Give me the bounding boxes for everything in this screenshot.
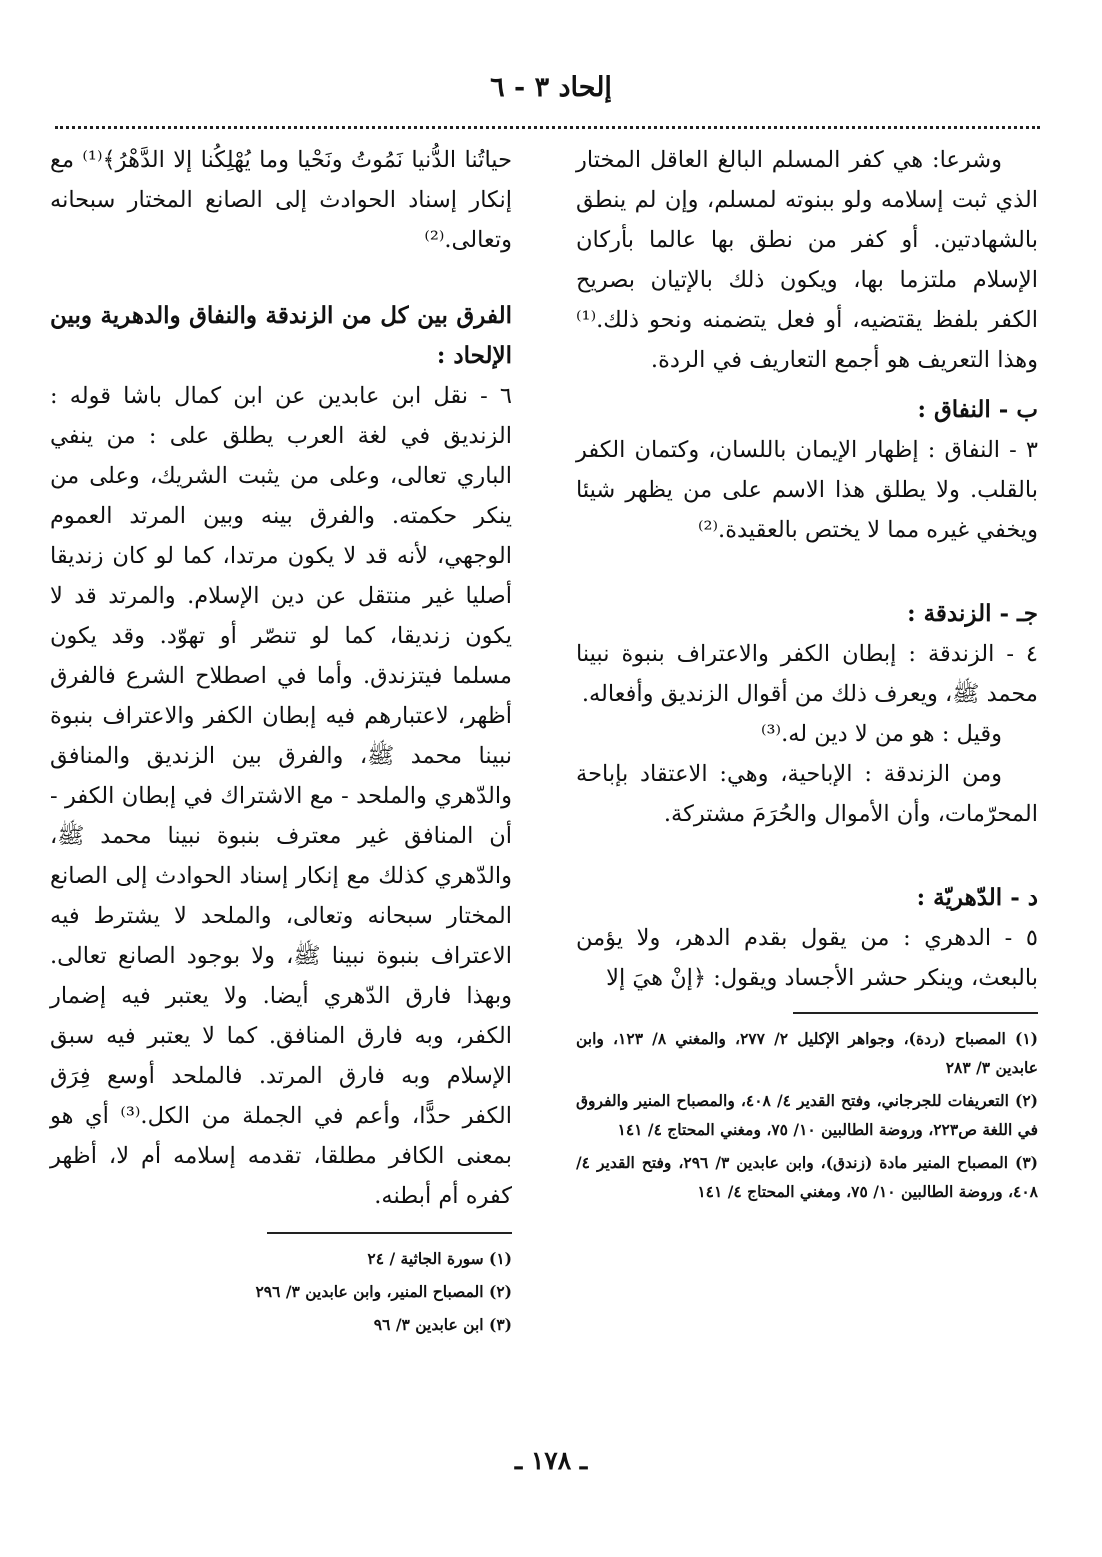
- footnote-3: (٣) المصباح المنير مادة (زندق)، وابن عابدين ٣/ ٢٩٦، وفتح القدير ٤/ ٤٠٨، وروضة الطالبين ١٠/ ٧٥، ومغني المحتاج ٤/ ١٤١: [576, 1153, 1038, 1201]
- footnote-1: (١) سورة الجاثية / ٢٤: [367, 1249, 512, 1268]
- footnote-rule: [267, 1232, 512, 1234]
- heading-farq: الفرق بين كل من الزندقة والنفاق والدهرية وبين الإلحاد :: [50, 302, 512, 369]
- right-column: [576, 140, 1038, 1210]
- footnote-1: (١) المصباح (ردة)، وجواهر الإكليل ٢/ ٢٧٧، والمغني ٨/ ١٢٣، وابن عابدين ٣/ ٢٨٣: [576, 1029, 1038, 1077]
- footnote-3: (٣) ابن عابدين ٣/ ٩٦: [373, 1315, 512, 1334]
- paragraph-quran-continuation: حياتُنا الدُّنيا نَمُوتُ ونَحْيا وما يُهْلِكُنا إلا الدَّهْرُ﴾⁽¹⁾ مع إنكار إسناد الحوادث إلى الصانع المختار سبحانه وتعالى.⁽²⁾: [50, 147, 512, 253]
- paragraph-nifaq: ٣ - النفاق : إظهار الإيمان باللسان، وكتمان الكفر بالقلب. ولا يطلق هذا الاسم على من يظهر شيئا ويخفي غيره مما لا يختص بالعقيدة.⁽²⁾: [576, 437, 1038, 543]
- footnote-rule: [793, 1012, 1038, 1014]
- footnote-2: (٢) المصباح المنير، وابن عابدين ٣/ ٢٩٦: [255, 1282, 512, 1301]
- heading-dahriyya: د - الدّهريّة :: [916, 884, 1038, 911]
- header-dotted-rule: [55, 126, 1040, 129]
- running-header: إلحاد ٣ - ٦: [490, 72, 612, 103]
- paragraph-qila: وقيل : هو من لا دين له.⁽³⁾: [760, 721, 1002, 747]
- paragraph-zandaqa: ٤ - الزندقة : إبطان الكفر والاعتراف بنبوة نبينا محمد ﷺ، ويعرف ذلك من أقوال الزنديق وأفعاله.: [576, 641, 1038, 707]
- paragraph-dahri: ٥ - الدهري : من يقول بقدم الدهر، ولا يؤمن بالبعث، وينكر حشر الأجساد ويقول: ﴿إنْ هيَ إلا: [576, 925, 1038, 991]
- paragraph-ibahiyya: ومن الزندقة : الإباحية، وهي: الاعتقاد بإباحة المحرّمات، وأن الأموال والحُرَمَ مشتركة.: [576, 761, 1038, 827]
- footnotes-left: [50, 1244, 512, 1339]
- left-column: [50, 140, 512, 1343]
- heading-zandaqa: جـ - الزندقة :: [907, 600, 1038, 627]
- heading-nifaq: ب - النفاق :: [917, 396, 1038, 423]
- paragraph-definition: وشرعا: هي كفر المسلم البالغ العاقل المختار الذي ثبت إسلامه ولو ببنوته لمسلم، وإن لم ينطق بالشهادتين. أو كفر من نطق بها عالما بأركان الإسلام ملتزما بها، ويكون ذلك بالإتيان بصريح الكفر بلفظ يقتضيه، أو فعل يتضمنه ونحو ذلك.⁽¹⁾ وهذا التعريف هو أجمع التعاريف في الردة.: [576, 147, 1038, 373]
- paragraph-farq: ٦ - نقل ابن عابدين عن ابن كمال باشا قوله : الزنديق في لغة العرب يطلق على : من ينفي الباري تعالى، وعلى من يثبت الشريك، وعلى من ينكر حكمته. والفرق بينه وبين المرتد العموم الوجهي، لأنه قد لا يكون مرتدا، كما لو كان زنديقا أصليا غير منتقل عن دين الإسلام. والمرتد قد لا يكون زنديقا، كما لو تنصّر أو تهوّد. وقد يكون مسلما فيتزندق. وأما في اصطلاح الشرع فالفرق أظهر، لاعتبارهم فيه إبطان الكفر والاعتراف بنبوة نبينا محمد ﷺ، والفرق بين الزنديق والمنافق والدّهري والملحد - مع الاشتراك في إبطان الكفر - أن المنافق غير معترف بنبوة نبينا محمد ﷺ، والدّهري كذلك مع إنكار إسناد الحوادث إلى الصانع المختار سبحانه وتعالى، والملحد لا يشترط فيه الاعتراف بنبوة نبينا ﷺ، ولا بوجود الصانع تعالى. وبهذا فارق الدّهري أيضا. ولا يعتبر فيه إضمار الكفر، وبه فارق المنافق. كما لا يعتبر فيه سبق الإسلام وبه فارق المرتد. فالملحد أوسع فِرَق الكفر حدًّا، وأعم في الجملة من الكل.⁽³⁾ أي هو بمعنى الكافر مطلقا، تقدمه إسلامه أم لا، أظهر كفره أم أبطنه.: [50, 383, 512, 1209]
- footnote-2: (٢) التعريفات للجرجاني، وفتح القدير ٤/ ٤٠٨، والمصباح المنير والفروق في اللغة ص٢٢٣، وروضة الطالبين ١٠/ ٧٥، ومغني المحتاج ٤/ ١٤١: [576, 1091, 1038, 1139]
- page-number: ـ ١٧٨ ـ: [514, 1446, 588, 1475]
- footnotes-right: [576, 1024, 1038, 1206]
